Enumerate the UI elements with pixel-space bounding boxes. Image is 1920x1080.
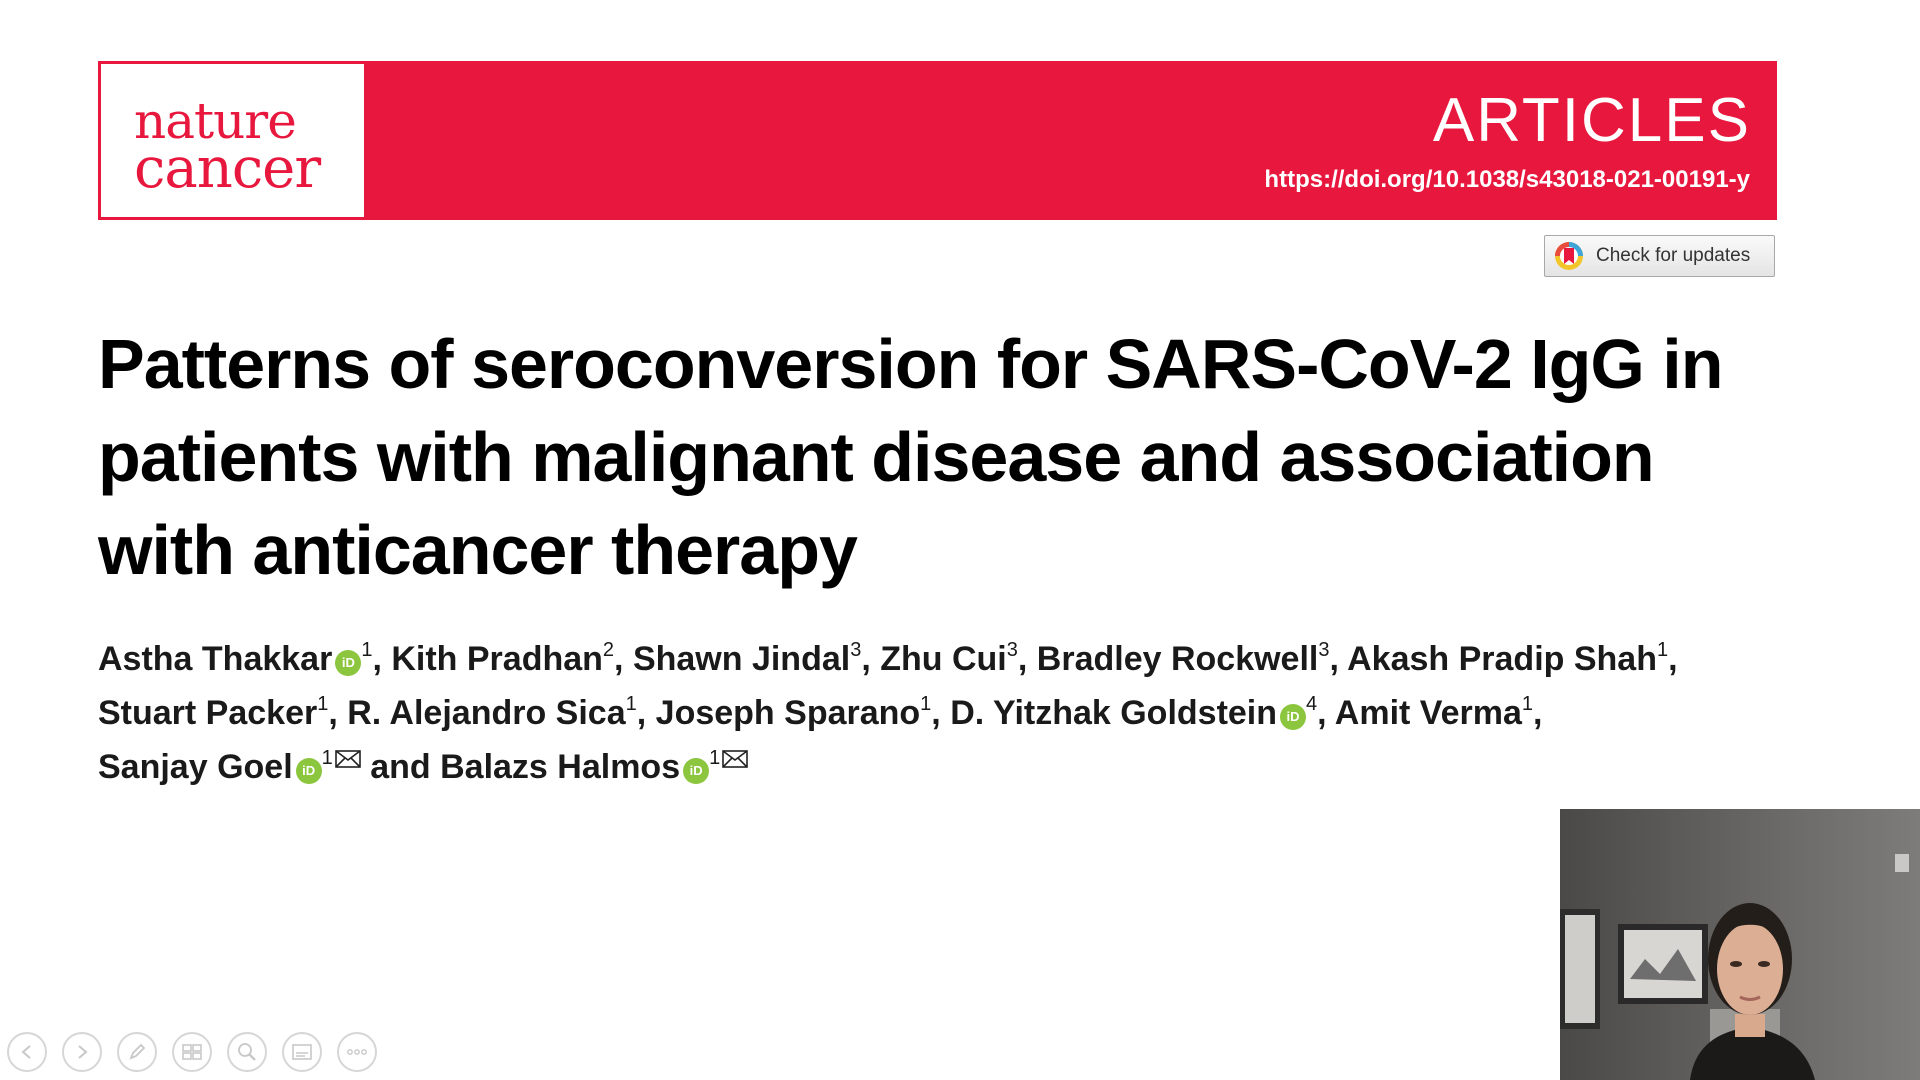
journal-logo bbox=[101, 64, 364, 217]
subtitles-icon bbox=[291, 1043, 313, 1061]
more-options-button[interactable] bbox=[337, 1032, 377, 1072]
more-options-icon bbox=[346, 1048, 368, 1056]
webcam-video bbox=[1560, 809, 1920, 1080]
envelope-icon[interactable] bbox=[335, 750, 361, 768]
affiliation-number: 3 bbox=[850, 639, 862, 661]
affiliation-number: 2 bbox=[602, 639, 615, 661]
author-name[interactable]: , D. Yitzhak Goldstein bbox=[931, 694, 1278, 732]
author-name[interactable]: Stuart Packer bbox=[98, 694, 318, 732]
author-name[interactable]: Sanjay Goel bbox=[98, 748, 293, 786]
orcid-icon[interactable]: iD bbox=[1280, 704, 1306, 730]
author-line-3 bbox=[98, 740, 1818, 794]
orcid-icon[interactable]: iD bbox=[296, 758, 322, 784]
author-list bbox=[98, 632, 1818, 794]
author-name[interactable]: , Zhu Cui bbox=[861, 640, 1007, 678]
orcid-icon[interactable]: iD bbox=[335, 650, 361, 676]
author-name[interactable]: , Shawn Jindal bbox=[614, 640, 851, 678]
doi-link[interactable]: https://doi.org/10.1038/s43018-021-00191-y bbox=[1264, 166, 1750, 193]
subtitles-button[interactable] bbox=[282, 1032, 322, 1072]
previous-slide-icon bbox=[18, 1043, 36, 1061]
affiliation-number: 1 bbox=[625, 693, 637, 715]
separator: , bbox=[1668, 640, 1678, 678]
affiliation-number: 1 bbox=[920, 693, 932, 715]
article-title: Patterns of seroconversion for SARS-CoV-2 IgG in patients with malignant disease and association with anticancer therapy bbox=[98, 325, 1723, 589]
check-for-updates-label: Check for updates bbox=[1596, 245, 1751, 266]
logo-text-nature: nature bbox=[134, 92, 296, 150]
author-name[interactable]: , Joseph Sparano bbox=[636, 694, 921, 732]
previous-slide-button[interactable] bbox=[7, 1032, 47, 1072]
author-name[interactable]: , Kith Pradhan bbox=[372, 640, 603, 678]
section-label: ARTICLES bbox=[1432, 86, 1751, 155]
affiliation-number: 1 bbox=[361, 639, 373, 661]
affiliation-number: 3 bbox=[1318, 639, 1330, 661]
orcid-icon[interactable]: iD bbox=[683, 758, 709, 784]
see-all-slides-button[interactable] bbox=[172, 1032, 212, 1072]
crossmark-icon bbox=[1554, 241, 1584, 271]
separator: , bbox=[1533, 694, 1543, 732]
affiliation-number: 4 bbox=[1306, 693, 1318, 715]
affiliation-number: 1 bbox=[321, 747, 333, 769]
author-line-2 bbox=[98, 686, 1818, 740]
author-name[interactable]: , Bradley Rockwell bbox=[1017, 640, 1319, 678]
affiliation-number: 3 bbox=[1006, 639, 1018, 661]
author-name[interactable]: , Amit Verma bbox=[1317, 694, 1522, 732]
author-name[interactable]: and Balazs Halmos bbox=[360, 748, 681, 786]
next-slide-icon bbox=[73, 1043, 91, 1061]
affiliation-number: 1 bbox=[709, 747, 721, 769]
affiliation-number: 1 bbox=[1521, 693, 1533, 715]
author-name[interactable]: Astha Thakkar bbox=[98, 640, 333, 678]
pen-button[interactable] bbox=[117, 1032, 157, 1072]
affiliation-number: 1 bbox=[317, 693, 329, 715]
author-line-1 bbox=[98, 632, 1818, 686]
check-for-updates-button[interactable] bbox=[1544, 235, 1775, 277]
journal-banner bbox=[98, 61, 1777, 220]
zoom-icon bbox=[236, 1041, 258, 1063]
author-name[interactable]: , Akash Pradip Shah bbox=[1329, 640, 1657, 678]
slideshow-toolbar bbox=[7, 1032, 377, 1074]
logo-text-cancer: cancer bbox=[134, 136, 321, 201]
envelope-icon[interactable] bbox=[722, 750, 748, 768]
zoom-button[interactable] bbox=[227, 1032, 267, 1072]
webcam-feed bbox=[1560, 809, 1920, 1080]
next-slide-button[interactable] bbox=[62, 1032, 102, 1072]
affiliation-number: 1 bbox=[1656, 639, 1669, 661]
author-name[interactable]: , R. Alejandro Sica bbox=[328, 694, 626, 732]
pen-icon bbox=[127, 1042, 147, 1062]
slides-grid-icon bbox=[181, 1042, 203, 1062]
